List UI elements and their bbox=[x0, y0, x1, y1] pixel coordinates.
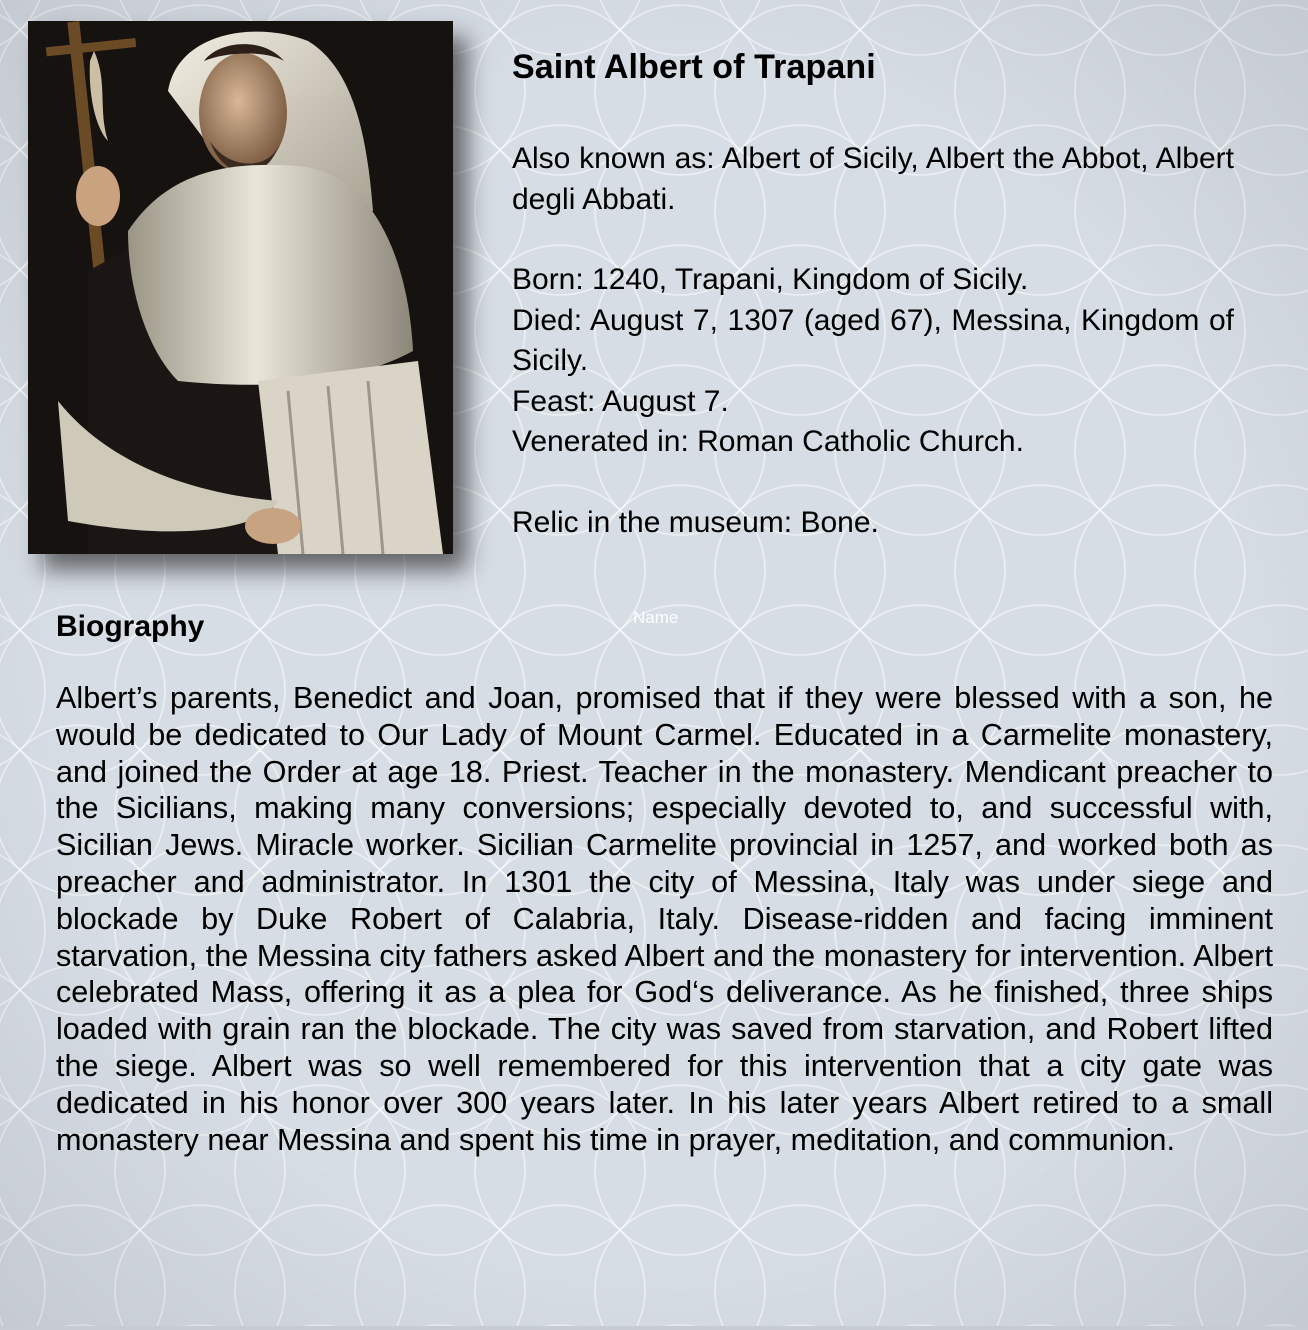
relic-text: Relic in the museum: Bone. bbox=[512, 505, 879, 539]
saint-name-title: Saint Albert of Trapani bbox=[512, 48, 876, 86]
died-text: Died: August 7, 1307 (aged 67), Messina, Kingdom of Sicily. bbox=[512, 303, 1234, 377]
biography-text: Albert’s parents, Benedict and Joan, promised that if they were blessed with a son, he would be dedicated to Our Lady of Mount Carmel. Educated in a Carmelite monastery, and joined the Order at age 18. Priest. Teacher in the monastery. Mendicant preacher to the Sicilians, making many conversions; especially devoted to, and successful with, Sicilian Jews. Miracle worker. Sicilian Carmelite provincial in 1257, and worked both as preacher and administrator. In 1301 the city of Messina, Italy was under siege and blockade by Duke Robert of Calabria, Italy. Disease-ridden and facing imminent starvation, the Messina city fathers asked Albert and the monastery for intervention. Albert celebrated Mass, offering it as a plea for God‘s deliverance. As he finished, three ships loaded with grain ran the blockade. The city was saved from starvation, and Robert lifted the siege. Albert was so well remembered for this intervention that a city gate was dedicated in his honor over 300 years later. In his later years Albert retired to a small monastery near Messina and spent his time in prayer, meditation, and communion. bbox=[56, 681, 1273, 1157]
feast-text: Feast: August 7. bbox=[512, 384, 729, 418]
born-text: Born: 1240, Trapani, Kingdom of Sicily. bbox=[512, 263, 1029, 296]
bottom-divider bbox=[0, 1326, 1308, 1330]
saint-info-panel bbox=[512, 45, 1234, 543]
name-overlay-label: Name bbox=[633, 608, 679, 627]
biography-heading: Biography bbox=[56, 610, 205, 643]
venerated-in-text: Venerated in: Roman Catholic Church. bbox=[512, 425, 1024, 458]
saint-portrait-image bbox=[28, 21, 453, 554]
also-known-as-text: Also known as: Albert of Sicily, Albert the Abbot, Albert degli Abbati. bbox=[512, 142, 1234, 216]
